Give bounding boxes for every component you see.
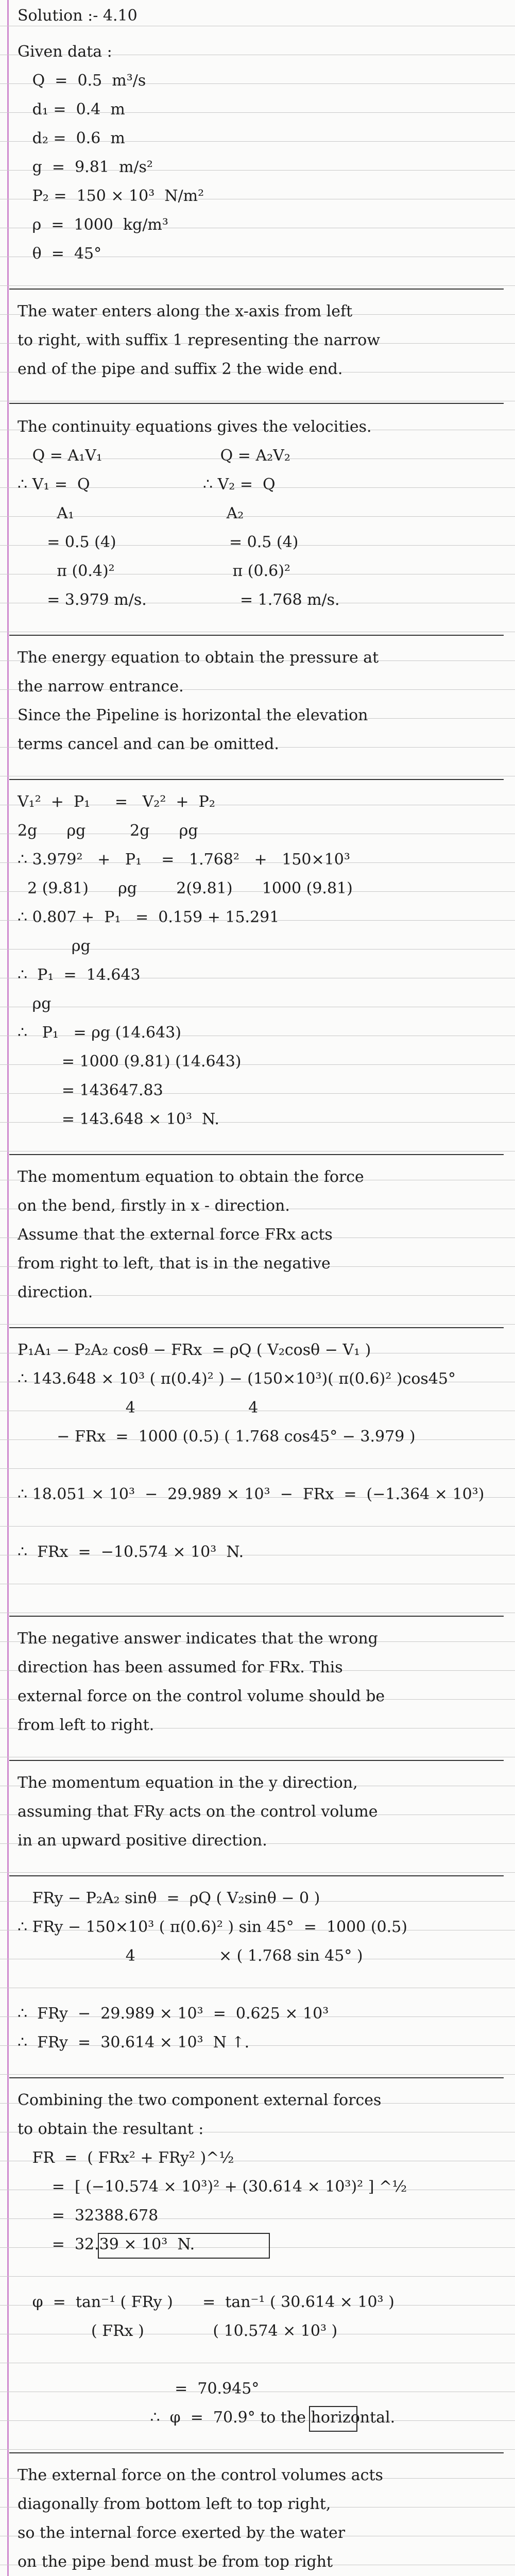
text-line: ( FRx ) ( 10.574 × 10³ ): [18, 2322, 338, 2340]
text-line: π (0.4)² π (0.6)²: [18, 562, 290, 580]
section-divider: [9, 1875, 504, 1876]
text-line: on the pipe bend must be from top right: [18, 2553, 333, 2571]
text-line: A₁ A₂: [18, 504, 244, 522]
text-line: P₂ = 150 × 10³ N/m²: [18, 187, 204, 205]
ruled-line: [0, 1324, 515, 1325]
text-line: end of the pipe and suffix 2 the wide end.: [18, 360, 343, 378]
text-line: 4 × ( 1.768 sin 45° ): [18, 1947, 363, 1965]
text-line: terms cancel and can be omitted.: [18, 735, 279, 753]
section-divider: [9, 635, 504, 636]
text-line: θ = 45°: [18, 245, 102, 263]
text-line: ∴ 18.051 × 10³ − 29.989 × 10³ − FRx = (−1.364 × 10³): [18, 1485, 485, 1503]
text-line: P₁A₁ − P₂A₂ cosθ − FRx = ρQ ( V₂cosθ − V₁ ): [18, 1341, 371, 1359]
text-line: direction has been assumed for FRx. This: [18, 1658, 343, 1676]
text-line: ∴ V₁ = Q ∴ V₂ = Q: [18, 476, 276, 494]
section-divider: [9, 1154, 504, 1155]
section-divider: [9, 1616, 504, 1617]
text-line: = 32388.678: [18, 2207, 159, 2225]
text-line: ∴ FRy − 29.989 × 10³ = 0.625 × 10³: [18, 2005, 329, 2023]
text-line: Solution :- 4.10: [18, 7, 138, 25]
ruled-line: [0, 1468, 515, 1469]
text-line: on the bend, firstly in x - direction.: [18, 1197, 290, 1215]
text-line: φ = tan⁻¹ ( FRy ) = tan⁻¹ ( 30.614 × 10³ ): [18, 2293, 394, 2311]
section-divider: [9, 2077, 504, 2078]
ruled-line: [0, 1526, 515, 1527]
text-line: ∴ FRy − 150×10³ ( π(0.6)² ) sin 45° = 1000 (0.5): [18, 1918, 407, 1936]
text-line: d₁ = 0.4 m: [18, 100, 125, 118]
text-line: external force on the control volume should be: [18, 1687, 385, 1705]
section-divider: [9, 779, 504, 780]
section-divider: [9, 1760, 504, 1761]
text-line: ∴ P₁ = 14.643: [18, 966, 141, 984]
text-line: in an upward positive direction.: [18, 1832, 267, 1850]
text-line: − FRx = 1000 (0.5) ( 1.768 cos45° − 3.979 ): [18, 1428, 416, 1446]
ruled-line: [0, 1872, 515, 1873]
text-line: FR = ( FRx² + FRy² )^½: [18, 2149, 234, 2167]
answer-box-angle: [309, 2406, 357, 2432]
section-divider: [9, 2452, 504, 2453]
text-line: The momentum equation to obtain the force: [18, 1168, 364, 1186]
text-line: ρ = 1000 kg/m³: [18, 216, 168, 234]
text-line: 2 (9.81) ρg 2(9.81) 1000 (9.81): [18, 879, 353, 897]
text-line: g = 9.81 m/s²: [18, 158, 153, 176]
text-line: The continuity equations gives the velocities.: [18, 418, 372, 436]
text-line: ρg: [18, 937, 91, 955]
text-line: d₂ = 0.6 m: [18, 129, 125, 147]
text-line: The external force on the control volumes acts: [18, 2466, 383, 2484]
ruled-line: [0, 2276, 515, 2277]
text-line: 2g ρg 2g ρg: [18, 822, 198, 840]
text-line: V₁² + P₁ = V₂² + P₂: [18, 793, 215, 811]
text-line: so the internal force exerted by the water: [18, 2524, 346, 2542]
text-line: Given data :: [18, 43, 112, 61]
text-line: 4 4: [18, 1399, 259, 1417]
text-line: direction.: [18, 1283, 93, 1301]
answer-box-force: [98, 2233, 270, 2259]
text-line: FRy − P₂A₂ sinθ = ρQ ( V₂sinθ − 0 ): [18, 1889, 320, 1907]
text-line: ∴ 3.979² + P₁ = 1.768² + 150×10³: [18, 851, 350, 869]
text-line: The energy equation to obtain the pressure at: [18, 649, 379, 667]
text-line: Q = A₁V₁ Q = A₂V₂: [18, 447, 290, 465]
text-line: ∴ FRy = 30.614 × 10³ N ↑.: [18, 2033, 250, 2052]
text-line: to obtain the resultant :: [18, 2120, 204, 2138]
text-line: = [ (−10.574 × 10³)² + (30.614 × 10³)² ] ^½: [18, 2178, 407, 2196]
text-line: = 1000 (9.81) (14.643): [18, 1053, 242, 1071]
text-line: from right to left, that is in the negative: [18, 1255, 331, 1273]
text-line: ∴ FRx = −10.574 × 10³ N.: [18, 1543, 244, 1561]
text-line: = 143647.83: [18, 1081, 163, 1099]
text-line: diagonally from bottom left to top right,: [18, 2495, 331, 2513]
text-line: Combining the two component external forces: [18, 2091, 382, 2109]
ruled-line: [0, 2074, 515, 2075]
text-line: ∴ 0.807 + P₁ = 0.159 + 15.291: [18, 908, 280, 926]
text-line: The momentum equation in the y direction,: [18, 1774, 358, 1792]
text-line: Since the Pipeline is horizontal the elevation: [18, 706, 368, 724]
text-line: = 143.648 × 10³ N.: [18, 1110, 219, 1128]
section-divider: [9, 289, 504, 290]
text-line: from left to right.: [18, 1716, 154, 1734]
text-line: The water enters along the x-axis from left: [18, 302, 353, 320]
text-line: = 3.979 m/s. = 1.768 m/s.: [18, 591, 340, 609]
text-line: ∴ 143.648 × 10³ ( π(0.4)² ) − (150×10³)( π(0.6)² )cos45°: [18, 1370, 456, 1388]
section-divider: [9, 1327, 504, 1328]
text-line: ∴ φ = 70.9° to the horizontal.: [18, 2409, 396, 2427]
text-line: = 0.5 (4) = 0.5 (4): [18, 533, 299, 551]
text-line: assuming that FRy acts on the control volume: [18, 1803, 378, 1821]
text-line: The negative answer indicates that the wrong: [18, 1630, 378, 1648]
text-line: = 32.39 × 10³ N.: [18, 2235, 195, 2253]
ruled-line: [0, 285, 515, 286]
text-line: the narrow entrance.: [18, 677, 184, 696]
section-divider: [9, 403, 504, 404]
text-line: Q = 0.5 m³/s: [18, 72, 146, 90]
ruled-line: [0, 2449, 515, 2450]
text-line: Assume that the external force FRx acts: [18, 1226, 333, 1244]
text-line: to right, with suffix 1 representing the narrow: [18, 331, 381, 349]
text-line: ρg: [18, 995, 52, 1013]
text-line: ∴ P₁ = ρg (14.643): [18, 1024, 181, 1042]
text-line: = 70.945°: [18, 2380, 260, 2398]
